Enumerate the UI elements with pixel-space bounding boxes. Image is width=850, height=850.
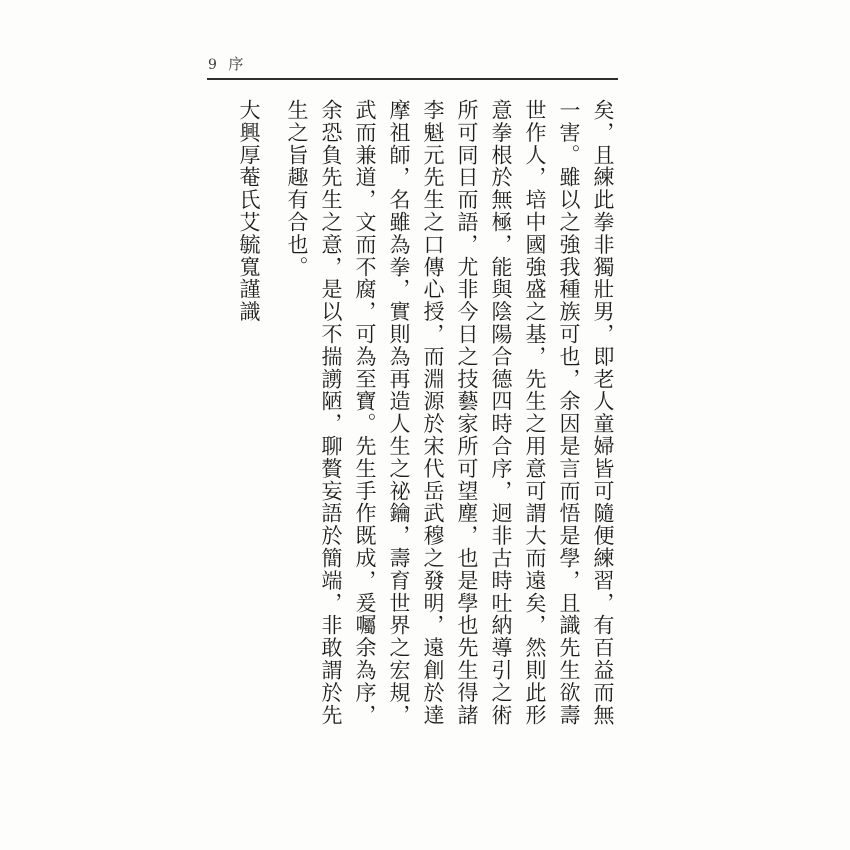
header-rule (207, 78, 618, 80)
section-title: 序 (228, 55, 244, 73)
text-column: 意拳根於無極，能與陰陽合德四時合序，迥非古時吐納導引之術 (489, 99, 513, 727)
text-column: 生之旨趣有合也。 (285, 99, 309, 279)
text-column: 世作人，培中國強盛之基，先生之用意可謂大而遠矣，然則此形 (523, 99, 547, 727)
text-column: 李魁元先生之口傳心授，而淵源於宋代岳武穆之發明，遠創於達 (421, 99, 445, 727)
text-column: 一害。雖以之強我種族可也，余因是言而悟是學，且識先生欲壽 (557, 99, 581, 727)
page-header (208, 53, 244, 74)
author-signature: 大興厚菴氏艾毓寬謹識 (237, 99, 261, 323)
text-column: 余恐負先生之意，是以不揣謭陋，聊贅妄語於簡端，非敢謂於先 (319, 99, 343, 727)
page-number: 9 (208, 57, 218, 73)
preface-body (228, 99, 620, 739)
text-column: 武而兼道，文而不腐，可為至寶。先生手作既成，爰囑余為序， (353, 99, 377, 727)
text-column: 矣，且練此拳非獨壯男，即老人童婦皆可隨便練習，有百益而無 (591, 99, 615, 727)
text-column: 所可同日而語，尤非今日之技藝家所可望塵，也是學也先生得諸 (455, 99, 479, 727)
text-column: 摩祖師，名雖為拳，實則為再造人生之祕鑰，壽育世界之宏規， (387, 99, 411, 727)
